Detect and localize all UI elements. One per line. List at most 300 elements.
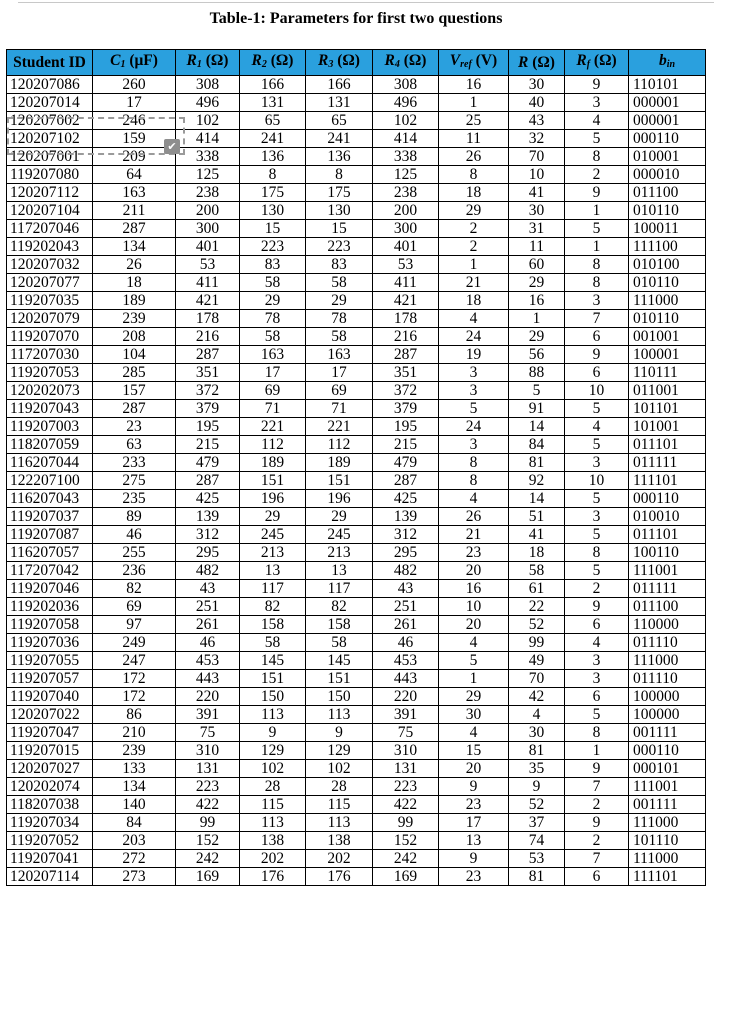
table-cell[interactable]: 425: [176, 490, 240, 508]
table-cell[interactable]: 29: [509, 328, 565, 346]
table-cell[interactable]: 102: [176, 112, 240, 130]
table-cell[interactable]: 6: [565, 688, 629, 706]
table-cell[interactable]: 111101: [629, 868, 706, 886]
table-cell[interactable]: 351: [176, 364, 240, 382]
table-cell[interactable]: 3: [439, 364, 509, 382]
table-cell[interactable]: 151: [306, 670, 373, 688]
table-cell[interactable]: 130: [306, 202, 373, 220]
table-cell[interactable]: 113: [306, 814, 373, 832]
table-cell[interactable]: 4: [565, 112, 629, 130]
table-cell[interactable]: 9: [439, 778, 509, 796]
table-cell[interactable]: 29: [306, 508, 373, 526]
table-cell[interactable]: 401: [373, 238, 439, 256]
table-cell[interactable]: 421: [373, 292, 439, 310]
table-cell[interactable]: 000010: [629, 166, 706, 184]
table-cell[interactable]: 6: [565, 364, 629, 382]
table-cell[interactable]: 120207114: [7, 868, 93, 886]
table-cell[interactable]: 100000: [629, 706, 706, 724]
table-cell[interactable]: 58: [240, 328, 306, 346]
table-cell[interactable]: 4: [439, 490, 509, 508]
table-cell[interactable]: 118207059: [7, 436, 93, 454]
table-cell[interactable]: 21: [439, 526, 509, 544]
table-cell[interactable]: 5: [565, 490, 629, 508]
table-cell[interactable]: 13: [240, 562, 306, 580]
table-cell[interactable]: 111000: [629, 814, 706, 832]
table-cell[interactable]: 391: [373, 706, 439, 724]
table-cell[interactable]: 25: [439, 112, 509, 130]
table-cell[interactable]: 139: [176, 508, 240, 526]
table-cell[interactable]: 4: [509, 706, 565, 724]
table-cell[interactable]: 52: [509, 796, 565, 814]
table-cell[interactable]: 122207100: [7, 472, 93, 490]
table-cell[interactable]: 26: [439, 508, 509, 526]
table-cell[interactable]: 75: [373, 724, 439, 742]
table-cell[interactable]: 011100: [629, 184, 706, 202]
table-cell[interactable]: 133: [93, 760, 176, 778]
table-cell[interactable]: 011110: [629, 670, 706, 688]
table-cell[interactable]: 134: [93, 778, 176, 796]
table-cell[interactable]: 58: [306, 274, 373, 292]
table-cell[interactable]: 32: [509, 130, 565, 148]
table-cell[interactable]: 120207014: [7, 94, 93, 112]
table-cell[interactable]: 6: [565, 328, 629, 346]
table-cell[interactable]: 1: [565, 742, 629, 760]
table-cell[interactable]: 213: [240, 544, 306, 562]
table-cell[interactable]: 5: [439, 400, 509, 418]
table-cell[interactable]: 295: [373, 544, 439, 562]
table-cell[interactable]: 247: [93, 652, 176, 670]
table-cell[interactable]: 10: [565, 472, 629, 490]
table-cell[interactable]: 6: [565, 616, 629, 634]
table-cell[interactable]: 3: [439, 436, 509, 454]
table-cell[interactable]: 5: [565, 526, 629, 544]
table-cell[interactable]: 482: [176, 562, 240, 580]
table-cell[interactable]: 111001: [629, 778, 706, 796]
table-cell[interactable]: 51: [509, 508, 565, 526]
table-cell[interactable]: 70: [509, 148, 565, 166]
table-cell[interactable]: 011111: [629, 454, 706, 472]
table-cell[interactable]: 119207036: [7, 634, 93, 652]
table-cell[interactable]: 99: [176, 814, 240, 832]
table-cell[interactable]: 379: [176, 400, 240, 418]
table-cell[interactable]: 285: [93, 364, 176, 382]
table-cell[interactable]: 58: [306, 328, 373, 346]
table-cell[interactable]: 58: [240, 634, 306, 652]
table-cell[interactable]: 2: [565, 166, 629, 184]
table-cell[interactable]: 351: [373, 364, 439, 382]
table-cell[interactable]: 69: [93, 598, 176, 616]
table-cell[interactable]: 8: [439, 472, 509, 490]
table-cell[interactable]: 216: [373, 328, 439, 346]
table-cell[interactable]: 43: [373, 580, 439, 598]
table-cell[interactable]: 69: [240, 382, 306, 400]
table-cell[interactable]: 119207015: [7, 742, 93, 760]
table-cell[interactable]: 3: [439, 382, 509, 400]
table-cell[interactable]: 99: [509, 634, 565, 652]
table-cell[interactable]: 43: [176, 580, 240, 598]
table-cell[interactable]: 26: [439, 148, 509, 166]
table-cell[interactable]: 88: [509, 364, 565, 382]
chevron-down-icon[interactable]: ✔: [164, 139, 180, 154]
table-cell[interactable]: 15: [439, 742, 509, 760]
table-cell[interactable]: 119207057: [7, 670, 93, 688]
table-cell[interactable]: 2: [439, 220, 509, 238]
table-cell[interactable]: 117207042: [7, 562, 93, 580]
table-cell[interactable]: 479: [373, 454, 439, 472]
table-cell[interactable]: 4: [439, 724, 509, 742]
table-cell[interactable]: 196: [240, 490, 306, 508]
table-cell[interactable]: 189: [306, 454, 373, 472]
table-cell[interactable]: 41: [509, 526, 565, 544]
table-cell[interactable]: 011001: [629, 382, 706, 400]
table-cell[interactable]: 3: [565, 454, 629, 472]
table-cell[interactable]: 110000: [629, 616, 706, 634]
table-cell[interactable]: 18: [439, 292, 509, 310]
table-cell[interactable]: 236: [93, 562, 176, 580]
table-cell[interactable]: 251: [176, 598, 240, 616]
table-cell[interactable]: 401: [176, 238, 240, 256]
table-cell[interactable]: 001001: [629, 328, 706, 346]
table-cell[interactable]: 69: [306, 382, 373, 400]
table-cell[interactable]: 176: [306, 868, 373, 886]
table-cell[interactable]: 119207052: [7, 832, 93, 850]
table-cell[interactable]: 000001: [629, 112, 706, 130]
table-cell[interactable]: 4: [565, 634, 629, 652]
table-cell[interactable]: 338: [373, 148, 439, 166]
table-cell[interactable]: 223: [306, 238, 373, 256]
table-cell[interactable]: 8: [565, 544, 629, 562]
table-cell[interactable]: 169: [373, 868, 439, 886]
table-cell[interactable]: 3: [565, 94, 629, 112]
table-cell[interactable]: 42: [509, 688, 565, 706]
table-cell[interactable]: 119207041: [7, 850, 93, 868]
table-cell[interactable]: 16: [439, 580, 509, 598]
table-cell[interactable]: 150: [306, 688, 373, 706]
table-cell[interactable]: 22: [509, 598, 565, 616]
table-cell[interactable]: 200: [176, 202, 240, 220]
table-cell[interactable]: 19: [439, 346, 509, 364]
table-cell[interactable]: 223: [373, 778, 439, 796]
table-cell[interactable]: 120207027: [7, 760, 93, 778]
table-cell[interactable]: 208: [93, 328, 176, 346]
table-cell[interactable]: 53: [176, 256, 240, 274]
table-cell[interactable]: 119202036: [7, 598, 93, 616]
table-cell[interactable]: 23: [439, 544, 509, 562]
table-cell[interactable]: 9: [565, 598, 629, 616]
table-cell[interactable]: 159: [93, 130, 176, 148]
table-cell[interactable]: 100110: [629, 544, 706, 562]
table-cell[interactable]: 287: [176, 346, 240, 364]
table-cell[interactable]: 101110: [629, 832, 706, 850]
table-cell[interactable]: 421: [176, 292, 240, 310]
table-cell[interactable]: 172: [93, 688, 176, 706]
table-cell[interactable]: 100000: [629, 688, 706, 706]
table-cell[interactable]: 10: [565, 382, 629, 400]
table-cell[interactable]: 422: [176, 796, 240, 814]
table-cell[interactable]: 152: [373, 832, 439, 850]
table-cell[interactable]: 104: [93, 346, 176, 364]
table-cell[interactable]: 215: [176, 436, 240, 454]
table-cell[interactable]: 221: [306, 418, 373, 436]
table-cell[interactable]: 482: [373, 562, 439, 580]
table-cell[interactable]: 443: [373, 670, 439, 688]
table-cell[interactable]: 5: [565, 130, 629, 148]
table-cell[interactable]: 120207104: [7, 202, 93, 220]
table-cell[interactable]: 117207046: [7, 220, 93, 238]
table-cell[interactable]: 23: [439, 868, 509, 886]
table-cell[interactable]: 17: [93, 94, 176, 112]
table-cell[interactable]: 287: [176, 472, 240, 490]
table-cell[interactable]: 189: [93, 292, 176, 310]
table-cell[interactable]: 260: [93, 76, 176, 94]
table-cell[interactable]: 136: [240, 148, 306, 166]
table-cell[interactable]: 010110: [629, 202, 706, 220]
table-cell[interactable]: 414: [373, 130, 439, 148]
table-cell[interactable]: 4: [439, 310, 509, 328]
table-cell[interactable]: 000110: [629, 742, 706, 760]
table-cell[interactable]: 453: [373, 652, 439, 670]
table-cell[interactable]: 287: [373, 346, 439, 364]
table-cell[interactable]: 56: [509, 346, 565, 364]
table-cell[interactable]: 5: [509, 382, 565, 400]
table-cell[interactable]: 140: [93, 796, 176, 814]
table-cell[interactable]: 86: [93, 706, 176, 724]
table-cell[interactable]: 8: [240, 166, 306, 184]
table-cell[interactable]: 9: [565, 760, 629, 778]
table-cell[interactable]: 110111: [629, 364, 706, 382]
table-cell[interactable]: 175: [306, 184, 373, 202]
table-cell[interactable]: 11: [439, 130, 509, 148]
table-cell[interactable]: 1: [439, 670, 509, 688]
table-cell[interactable]: 287: [93, 400, 176, 418]
table-cell[interactable]: 83: [306, 256, 373, 274]
table-cell[interactable]: 166: [240, 76, 306, 94]
table-cell[interactable]: 101101: [629, 400, 706, 418]
table-cell[interactable]: 211: [93, 202, 176, 220]
table-cell[interactable]: 011101: [629, 436, 706, 454]
table-cell[interactable]: 46: [93, 526, 176, 544]
table-cell[interactable]: 3: [565, 670, 629, 688]
table-cell[interactable]: 308: [373, 76, 439, 94]
table-cell[interactable]: 111000: [629, 652, 706, 670]
table-cell[interactable]: 18: [509, 544, 565, 562]
table-cell[interactable]: 151: [240, 472, 306, 490]
table-cell[interactable]: 158: [240, 616, 306, 634]
table-cell[interactable]: 158: [306, 616, 373, 634]
table-cell[interactable]: 75: [176, 724, 240, 742]
table-cell[interactable]: 241: [306, 130, 373, 148]
table-cell[interactable]: 28: [240, 778, 306, 796]
table-cell[interactable]: 65: [240, 112, 306, 130]
table-cell[interactable]: 202: [240, 850, 306, 868]
table-cell[interactable]: 5: [565, 436, 629, 454]
table-cell[interactable]: 9: [565, 76, 629, 94]
table-cell[interactable]: 209: [93, 148, 176, 166]
table-cell[interactable]: 3: [565, 292, 629, 310]
table-cell[interactable]: 119207003: [7, 418, 93, 436]
table-cell[interactable]: 150: [240, 688, 306, 706]
table-cell[interactable]: 119207035: [7, 292, 93, 310]
table-cell[interactable]: 117: [240, 580, 306, 598]
table-cell[interactable]: 200: [373, 202, 439, 220]
table-cell[interactable]: 119207055: [7, 652, 93, 670]
table-cell[interactable]: 163: [240, 346, 306, 364]
table-cell[interactable]: 7: [565, 310, 629, 328]
table-cell[interactable]: 151: [306, 472, 373, 490]
table-cell[interactable]: 213: [306, 544, 373, 562]
table-cell[interactable]: 111101: [629, 472, 706, 490]
table-cell[interactable]: 238: [373, 184, 439, 202]
table-cell[interactable]: 241: [240, 130, 306, 148]
table-cell[interactable]: 2: [439, 238, 509, 256]
table-cell[interactable]: 139: [373, 508, 439, 526]
table-cell[interactable]: 120207102: [7, 130, 93, 148]
table-cell[interactable]: 453: [176, 652, 240, 670]
table-cell[interactable]: 120202073: [7, 382, 93, 400]
table-cell[interactable]: 29: [306, 292, 373, 310]
table-cell[interactable]: 195: [176, 418, 240, 436]
table-cell[interactable]: 120207086: [7, 76, 93, 94]
table-cell[interactable]: 178: [373, 310, 439, 328]
table-cell[interactable]: 31: [509, 220, 565, 238]
table-cell[interactable]: 111000: [629, 292, 706, 310]
table-cell[interactable]: 120207001: [7, 148, 93, 166]
table-cell[interactable]: 131: [176, 760, 240, 778]
table-cell[interactable]: 7: [565, 850, 629, 868]
table-cell[interactable]: 29: [439, 688, 509, 706]
table-cell[interactable]: 8: [565, 148, 629, 166]
table-cell[interactable]: 5: [565, 706, 629, 724]
table-cell[interactable]: 372: [176, 382, 240, 400]
table-cell[interactable]: 100001: [629, 346, 706, 364]
table-cell[interactable]: 17: [240, 364, 306, 382]
table-cell[interactable]: 338: [176, 148, 240, 166]
table-cell[interactable]: 23: [93, 418, 176, 436]
table-cell[interactable]: 40: [509, 94, 565, 112]
table-cell[interactable]: 82: [240, 598, 306, 616]
table-cell[interactable]: 117207030: [7, 346, 93, 364]
table-cell[interactable]: 30: [439, 706, 509, 724]
table-cell[interactable]: 011111: [629, 580, 706, 598]
table-cell[interactable]: 84: [509, 436, 565, 454]
table-cell[interactable]: 58: [509, 562, 565, 580]
table-cell[interactable]: 10: [509, 166, 565, 184]
table-cell[interactable]: 102: [240, 760, 306, 778]
table-cell[interactable]: 100011: [629, 220, 706, 238]
table-cell[interactable]: 115: [240, 796, 306, 814]
table-cell[interactable]: 310: [176, 742, 240, 760]
table-cell[interactable]: 30: [509, 724, 565, 742]
table-cell[interactable]: 115: [306, 796, 373, 814]
table-cell[interactable]: 17: [306, 364, 373, 382]
table-cell[interactable]: 4: [565, 418, 629, 436]
table-cell[interactable]: 3: [565, 652, 629, 670]
table-cell[interactable]: 5: [565, 400, 629, 418]
table-cell[interactable]: 178: [176, 310, 240, 328]
table-cell[interactable]: 111001: [629, 562, 706, 580]
table-cell[interactable]: 235: [93, 490, 176, 508]
table-cell[interactable]: 215: [373, 436, 439, 454]
table-cell[interactable]: 10: [439, 598, 509, 616]
table-cell[interactable]: 35: [509, 760, 565, 778]
table-cell[interactable]: 8: [565, 256, 629, 274]
table-cell[interactable]: 152: [176, 832, 240, 850]
table-cell[interactable]: 60: [509, 256, 565, 274]
table-cell[interactable]: 425: [373, 490, 439, 508]
table-cell[interactable]: 111100: [629, 238, 706, 256]
table-cell[interactable]: 119207046: [7, 580, 93, 598]
table-cell[interactable]: 223: [240, 238, 306, 256]
table-cell[interactable]: 010001: [629, 148, 706, 166]
table-cell[interactable]: 9: [509, 778, 565, 796]
table-cell[interactable]: 245: [240, 526, 306, 544]
table-cell[interactable]: 138: [240, 832, 306, 850]
table-cell[interactable]: 81: [509, 742, 565, 760]
table-cell[interactable]: 63: [93, 436, 176, 454]
table-cell[interactable]: 17: [439, 814, 509, 832]
table-cell[interactable]: 37: [509, 814, 565, 832]
table-cell[interactable]: 166: [306, 76, 373, 94]
table-cell[interactable]: 411: [176, 274, 240, 292]
table-cell[interactable]: 58: [306, 634, 373, 652]
table-cell[interactable]: 010110: [629, 310, 706, 328]
table-cell[interactable]: 242: [176, 850, 240, 868]
table-cell[interactable]: 20: [439, 616, 509, 634]
table-cell[interactable]: 119207087: [7, 526, 93, 544]
table-cell[interactable]: 97: [93, 616, 176, 634]
table-cell[interactable]: 111000: [629, 850, 706, 868]
table-cell[interactable]: 8: [306, 166, 373, 184]
table-cell[interactable]: 20: [439, 562, 509, 580]
table-cell[interactable]: 9: [565, 814, 629, 832]
table-cell[interactable]: 113: [240, 814, 306, 832]
table-cell[interactable]: 28: [306, 778, 373, 796]
table-cell[interactable]: 151: [240, 670, 306, 688]
table-cell[interactable]: 20: [439, 760, 509, 778]
table-cell[interactable]: 203: [93, 832, 176, 850]
table-cell[interactable]: 81: [509, 868, 565, 886]
table-cell[interactable]: 13: [439, 832, 509, 850]
table-cell[interactable]: 422: [373, 796, 439, 814]
table-cell[interactable]: 255: [93, 544, 176, 562]
table-cell[interactable]: 196: [306, 490, 373, 508]
table-cell[interactable]: 1: [565, 238, 629, 256]
table-cell[interactable]: 496: [373, 94, 439, 112]
table-cell[interactable]: 102: [306, 760, 373, 778]
table-cell[interactable]: 116207057: [7, 544, 93, 562]
table-cell[interactable]: 101001: [629, 418, 706, 436]
table-cell[interactable]: 53: [373, 256, 439, 274]
table-cell[interactable]: 91: [509, 400, 565, 418]
table-cell[interactable]: 295: [176, 544, 240, 562]
table-cell[interactable]: 216: [176, 328, 240, 346]
table-cell[interactable]: 011110: [629, 634, 706, 652]
table-cell[interactable]: 58: [240, 274, 306, 292]
table-cell[interactable]: 272: [93, 850, 176, 868]
table-cell[interactable]: 496: [176, 94, 240, 112]
table-cell[interactable]: 010100: [629, 256, 706, 274]
table-cell[interactable]: 414: [176, 130, 240, 148]
table-cell[interactable]: 172: [93, 670, 176, 688]
table-cell[interactable]: 300: [176, 220, 240, 238]
table-cell[interactable]: 130: [240, 202, 306, 220]
table-cell[interactable]: 64: [93, 166, 176, 184]
table-cell[interactable]: 71: [240, 400, 306, 418]
table-cell[interactable]: 4: [439, 634, 509, 652]
table-cell[interactable]: 65: [306, 112, 373, 130]
table-cell[interactable]: 010110: [629, 274, 706, 292]
table-cell[interactable]: 125: [176, 166, 240, 184]
